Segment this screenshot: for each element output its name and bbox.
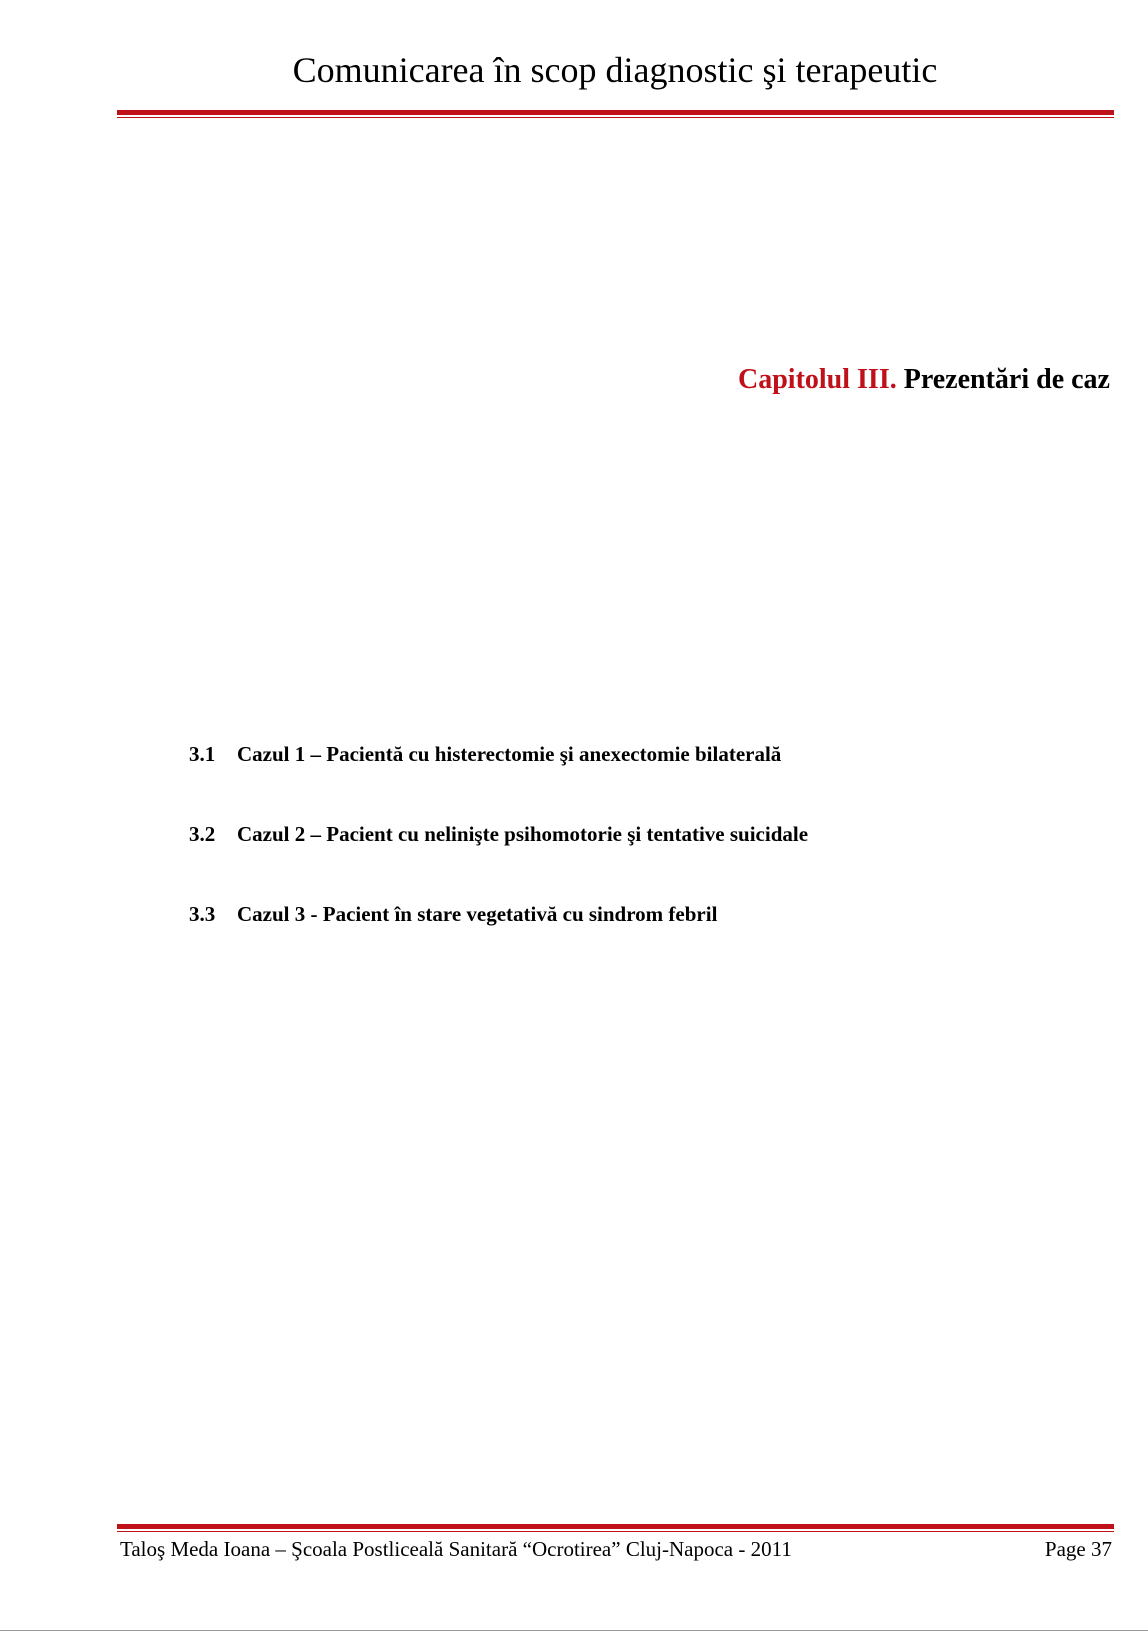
toc-entry-number: 3.1 xyxy=(189,742,216,766)
header-rule-thick xyxy=(117,110,1114,115)
header-rule-thin xyxy=(117,117,1114,118)
chapter-heading xyxy=(738,364,1110,396)
running-header-title: Comunicarea în scop diagnostic şi terapeutic xyxy=(292,50,938,90)
footer-author-school: Taloş Meda Ioana – Şcoala Postliceală Sanitară “Ocrotirea” Cluj-Napoca - 2011 xyxy=(120,1537,792,1561)
toc-entry xyxy=(189,821,1049,901)
chapter-title: Prezentări de caz xyxy=(903,364,1110,395)
chapter-label: Capitolul III. xyxy=(738,364,897,395)
page-number: Page 37 xyxy=(1044,1537,1112,1561)
toc-entry xyxy=(189,901,1049,981)
toc-entry-number: 3.3 xyxy=(189,902,216,926)
header-rule xyxy=(117,110,1114,118)
toc-entry-text: Cazul 2 – Pacient cu nelinişte psihomotorie şi tentative suicidale xyxy=(237,822,809,846)
toc-entry-text: Cazul 3 - Pacient în stare vegetativă cu sindrom febril xyxy=(237,902,718,926)
footer-rule-thin xyxy=(117,1531,1114,1532)
chapter-contents-list xyxy=(189,741,1049,981)
footer-rule-thick xyxy=(117,1524,1114,1529)
footer-rule xyxy=(117,1524,1114,1532)
toc-entry-text: Cazul 1 – Pacientă cu histerectomie şi anexectomie bilaterală xyxy=(237,742,782,766)
toc-entry-number: 3.2 xyxy=(189,822,216,846)
page-bottom-edge xyxy=(0,1630,1148,1631)
toc-entry xyxy=(189,741,1049,821)
